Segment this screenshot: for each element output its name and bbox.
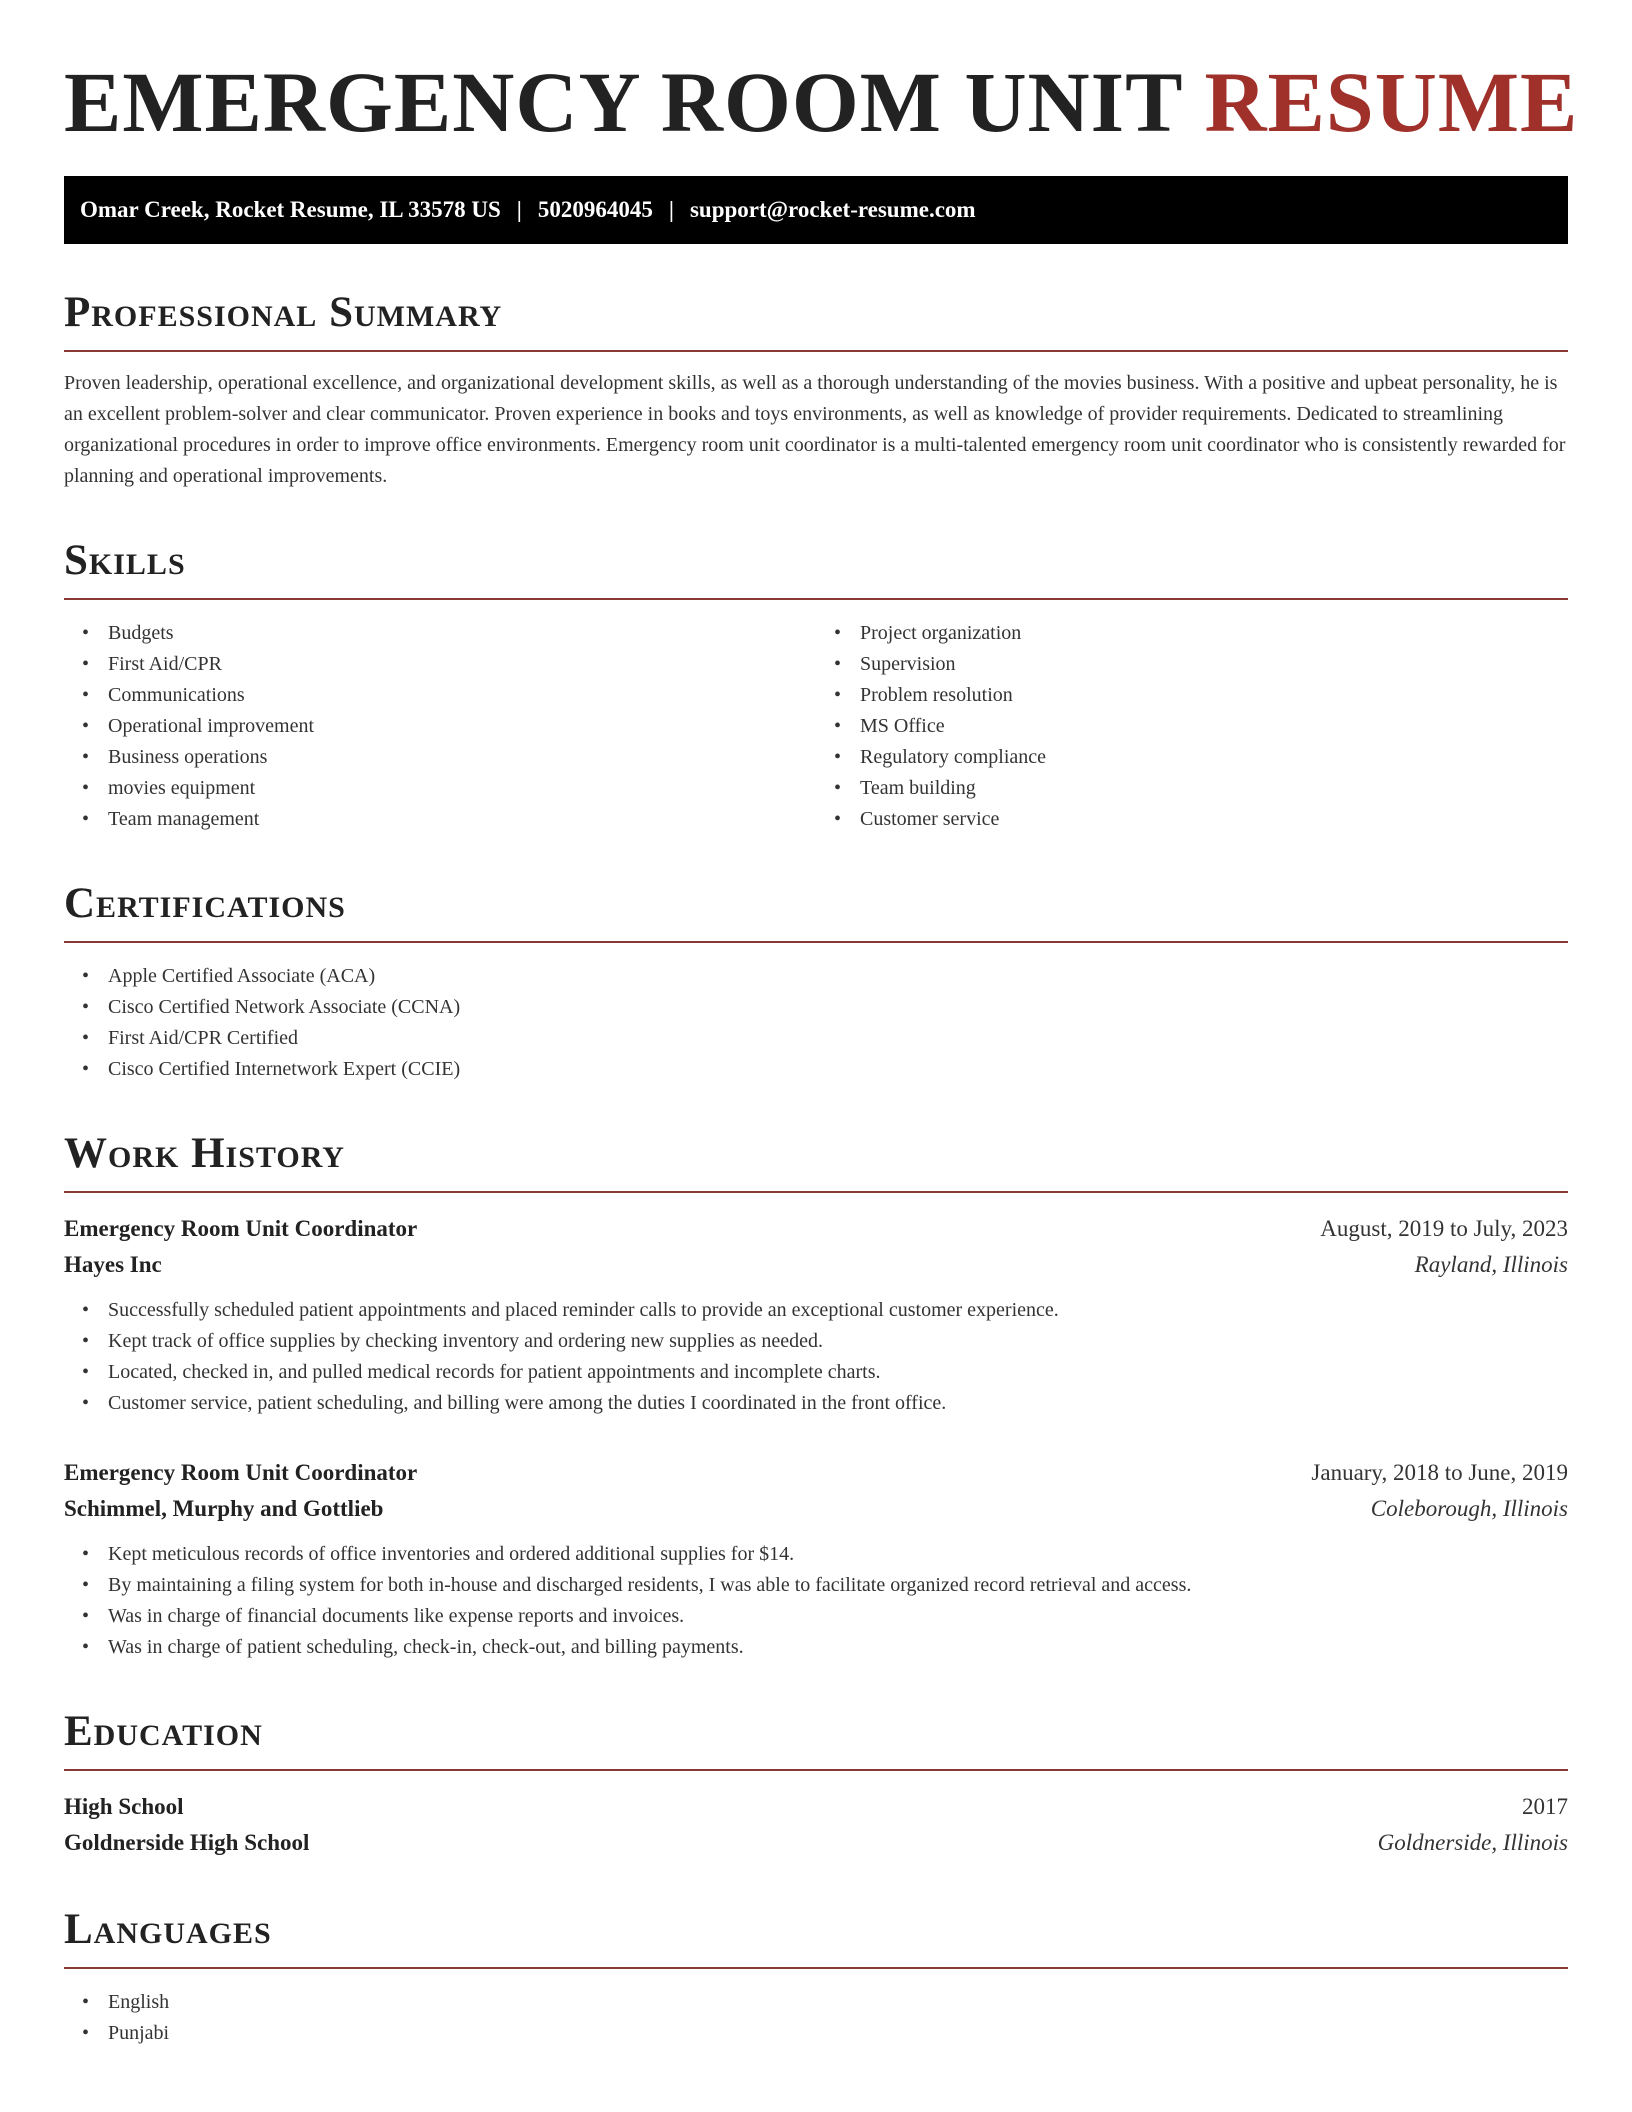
education-school: Goldnerside High School xyxy=(64,1830,310,1855)
languages-section xyxy=(64,1905,1568,2049)
skill-item: • Communications xyxy=(108,680,816,711)
skill-item: • Team building xyxy=(860,773,1568,804)
job-dates: August, 2019 to July, 2023 xyxy=(1320,1216,1568,1241)
certifications-heading: Certifications xyxy=(64,879,1568,943)
skills-list-left xyxy=(64,618,816,835)
job-location: Rayland, Illinois xyxy=(1414,1252,1568,1277)
summary-text: Proven leadership, operational excellence, and organizational development skills, as well as a thorough understanding of the movies business. With a positive and upbeat personality, he is an excellent problem-solver and clear communicator. Proven experience in books and toys environments, as well as knowledge of provider requirements. Dedicated to streamlining organizational procedures in order to improve office environments. Emergency room unit coordinator is a multi-talented emergency room unit coordinator who is consistently rewarded for planning and operational improvements. xyxy=(64,372,1566,487)
job-duty: • Located, checked in, and pulled medical records for patient appointments and incomplete charts. xyxy=(108,1357,1568,1388)
skill-item: • First Aid/CPR xyxy=(108,649,816,680)
job-title-row xyxy=(64,1455,1568,1491)
skills-section xyxy=(64,536,1568,835)
job-duty: • Customer service, patient scheduling, and billing were among the duties I coordinated in the front office. xyxy=(108,1388,1568,1419)
skill-item: • MS Office xyxy=(860,711,1568,742)
job-entry xyxy=(64,1455,1568,1663)
skill-item: • Business operations xyxy=(108,742,816,773)
language-item: • Punjabi xyxy=(108,2018,1568,2049)
skill-item: • Operational improvement xyxy=(108,711,816,742)
certification-item: • First Aid/CPR Certified xyxy=(108,1023,1568,1054)
contact-bar xyxy=(64,176,1568,244)
job-entry xyxy=(64,1211,1568,1419)
summary-heading: Professional Summary xyxy=(64,288,1568,352)
resume-title-main: EMERGENCY ROOM UNIT xyxy=(64,54,1182,150)
education-entry xyxy=(64,1789,1568,1861)
skill-item: • Problem resolution xyxy=(860,680,1568,711)
work-history-section xyxy=(64,1129,1568,1663)
skill-item: • Regulatory compliance xyxy=(860,742,1568,773)
skill-item: • Supervision xyxy=(860,649,1568,680)
job-company-row xyxy=(64,1247,1568,1283)
job-duty: • Kept meticulous records of office inventories and ordered additional supplies for $14. xyxy=(108,1539,1568,1570)
job-title: Emergency Room Unit Coordinator xyxy=(64,1460,418,1485)
certification-item: • Cisco Certified Network Associate (CCNA) xyxy=(108,992,1568,1023)
resume-title-accent: RESUME xyxy=(1204,54,1579,150)
contact-separator: | xyxy=(516,197,522,222)
languages-list xyxy=(64,1987,1568,2049)
contact-separator: | xyxy=(668,197,674,222)
contact-email: support@rocket-resume.com xyxy=(689,197,976,222)
certifications-section xyxy=(64,879,1568,1085)
job-duty: • Was in charge of financial documents like expense reports and invoices. xyxy=(108,1601,1568,1632)
language-item: • English xyxy=(108,1987,1568,2018)
certification-item: • Cisco Certified Internetwork Expert (CCIE) xyxy=(108,1054,1568,1085)
skills-list-right xyxy=(816,618,1568,835)
job-duty: • By maintaining a filing system for both in-house and discharged residents, I was able to facilitate organized record retrieval and access. xyxy=(108,1570,1568,1601)
work-history-heading: Work History xyxy=(64,1129,1568,1193)
certifications-list xyxy=(64,961,1568,1085)
education-section xyxy=(64,1707,1568,1861)
skill-item: • movies equipment xyxy=(108,773,816,804)
certification-item: • Apple Certified Associate (ACA) xyxy=(108,961,1568,992)
job-duty: • Was in charge of patient scheduling, check-in, check-out, and billing payments. xyxy=(108,1632,1568,1663)
education-school-row xyxy=(64,1825,1568,1861)
skill-item: • Team management xyxy=(108,804,816,835)
resume-title xyxy=(64,52,1579,152)
education-degree: High School xyxy=(64,1794,184,1819)
skill-item: • Project organization xyxy=(860,618,1568,649)
contact-address: Omar Creek, Rocket Resume, IL 33578 US xyxy=(80,197,501,222)
summary-section xyxy=(64,288,1568,492)
job-title-row xyxy=(64,1211,1568,1247)
education-degree-row xyxy=(64,1789,1568,1825)
skill-item: • Customer service xyxy=(860,804,1568,835)
job-duties-list xyxy=(64,1295,1568,1419)
job-duty: • Kept track of office supplies by checking inventory and ordering new supplies as needed. xyxy=(108,1326,1568,1357)
job-company: Hayes Inc xyxy=(64,1252,162,1277)
job-location: Coleborough, Illinois xyxy=(1370,1496,1568,1521)
job-company: Schimmel, Murphy and Gottlieb xyxy=(64,1496,384,1521)
job-duties-list xyxy=(64,1539,1568,1663)
education-year: 2017 xyxy=(1522,1794,1568,1819)
skills-heading: Skills xyxy=(64,536,1568,600)
education-location: Goldnerside, Illinois xyxy=(1377,1830,1568,1855)
job-company-row xyxy=(64,1491,1568,1527)
job-dates: January, 2018 to June, 2019 xyxy=(1311,1460,1568,1485)
languages-heading: Languages xyxy=(64,1905,1568,1969)
job-duty: • Successfully scheduled patient appointments and placed reminder calls to provide an exceptional customer experience. xyxy=(108,1295,1568,1326)
skills-grid xyxy=(64,600,1568,835)
contact-phone: 5020964045 xyxy=(537,197,653,222)
education-heading: Education xyxy=(64,1707,1568,1771)
job-title: Emergency Room Unit Coordinator xyxy=(64,1216,418,1241)
skill-item: • Budgets xyxy=(108,618,816,649)
